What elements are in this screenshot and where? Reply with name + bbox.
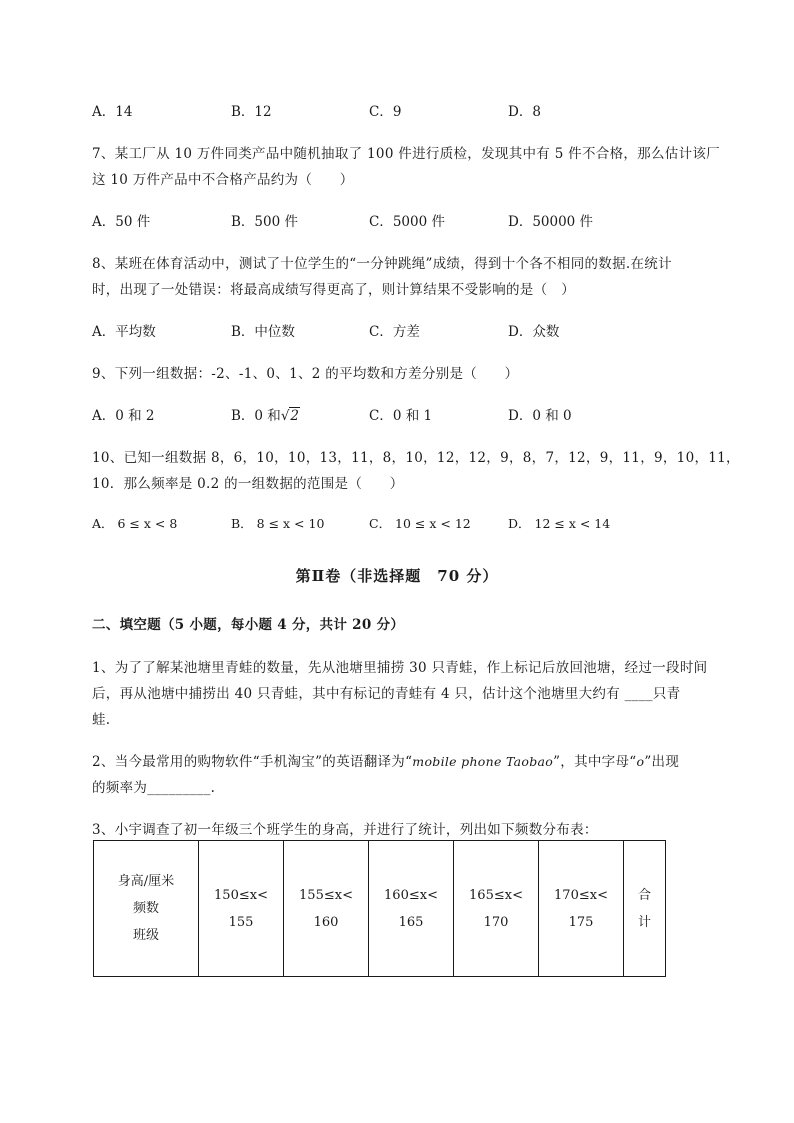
table-row [94,841,666,977]
column-range-bottom: 170 [483,914,509,930]
fill2-line2: 的频率为_________. [92,780,216,796]
column-range-bottom: 155 [228,914,254,930]
q7-option-b: B．500 件 [231,214,298,230]
frequency-table [93,840,666,977]
fill2-line1 [92,750,679,770]
header-frequency-label: 频数 [132,901,159,916]
table-column-155 [284,841,369,977]
column-range-bottom: 175 [568,914,594,930]
fill2-text-b: ”，其中字母“ [553,754,637,770]
table-column-150 [199,841,284,977]
column-range-bottom: 160 [313,914,339,930]
q10-option-b: B． 8 ≤ x < 10 [231,516,325,531]
sqrt-symbol: √2 [280,408,300,424]
part-title: 二、填空题（5 小题，每小题 4 分，共计 20 分） [92,617,405,633]
q8-option-b: B．中位数 [231,324,295,340]
q9-option-b-prefix: B．0 和 [231,408,281,424]
q9-option-d: D．0 和 0 [508,408,572,424]
q8-option-a: A．平均数 [92,324,156,340]
fill2-english-phrase: mobile phone Taobao [412,754,554,769]
q8-stem-line2: 时，出现了一处错误：将最高成绩写得更高了，则计算结果不受影响的是（ ） [92,282,575,298]
q9-stem: 9、下列一组数据：-2、-1、0、1、2 的平均数和方差分别是（ ） [92,366,519,382]
total-label-2: 计 [637,914,651,930]
header-class-label: 班级 [132,928,159,943]
table-column-170 [539,841,624,977]
q6-option-d: D．8 [508,104,541,120]
column-range-top: 160≤x< [384,887,438,903]
q8-option-d: D．众数 [508,324,560,340]
q9-option-c: C．0 和 1 [369,408,433,424]
column-range-top: 170≤x< [554,887,608,903]
fill1-line1: 1、为了了解某池塘里青蛙的数量，先从池塘里捕捞 30 只青蛙，作上标记后放回池塘，经过一段时间 [92,660,708,676]
column-range-top: 155≤x< [299,887,353,903]
q6-option-c: C．9 [369,104,402,120]
q7-option-a: A．50 件 [92,214,151,230]
column-range-bottom: 165 [398,914,424,930]
column-range-top: 150≤x< [214,887,268,903]
q10-option-c: C． 10 ≤ x < 12 [369,516,471,531]
q8-option-c: C．方差 [369,324,420,340]
fill2-text-a: 2、当今最常用的购物软件“手机淘宝”的英语翻译为“ [92,754,413,770]
table-column-160 [369,841,454,977]
table-column-165 [454,841,539,977]
header-height-label: 身高/厘米 [117,874,175,889]
q10-option-a: A． 6 ≤ x < 8 [92,516,178,531]
q6-option-b: B．12 [231,104,272,120]
q10-stem-line1: 10、已知一组数据 8，6，10，10，13，11，8，10，12，12，9，8，7，12，9，11，9，10，11， [92,450,740,466]
fill2-text-c: ”出现 [644,754,680,770]
column-range-top: 165≤x< [469,887,523,903]
table-header-cell [94,841,199,977]
fill1-line2: 后，再从池塘中捕捞出 40 只青蛙，其中有标记的青蛙有 4 只，估计这个池塘里大约有 ____只青 [92,686,681,702]
table-column-total [624,841,666,977]
q8-stem-line1: 8、某班在体育活动中，测试了十位学生的“一分钟跳绳”成绩，得到十个各不相同的数据.在统计 [92,256,672,272]
fill1-line3: 蛙. [92,712,111,728]
section-title: 第Ⅱ卷（非选择题 70 分） [295,567,499,585]
q10-option-d: D． 12 ≤ x < 14 [508,516,611,531]
fill3-line1: 3、小宇调查了初一年级三个班学生的身高，并进行了统计，列出如下频数分布表： [92,822,598,838]
total-label-1: 合 [637,887,651,903]
sqrt-radicand: 2 [290,408,300,424]
q6-option-a: A．14 [92,104,133,120]
q7-stem-line2: 这 10 万件产品中不合格产品约为（ ） [92,172,354,188]
q9-option-b [231,404,300,424]
q7-stem-line1: 7、某工厂从 10 万件同类产品中随机抽取了 100 件进行质检，发现其中有 5 件不合格，那么估计该厂 [92,146,720,162]
q7-option-c: C．5000 件 [369,214,445,230]
q9-option-a: A．0 和 2 [92,408,155,424]
q10-stem-line2: 10．那么频率是 0.2 的一组数据的范围是（ ） [92,476,404,492]
q7-option-d: D．50000 件 [508,214,594,230]
fill2-letter: o [636,754,645,769]
